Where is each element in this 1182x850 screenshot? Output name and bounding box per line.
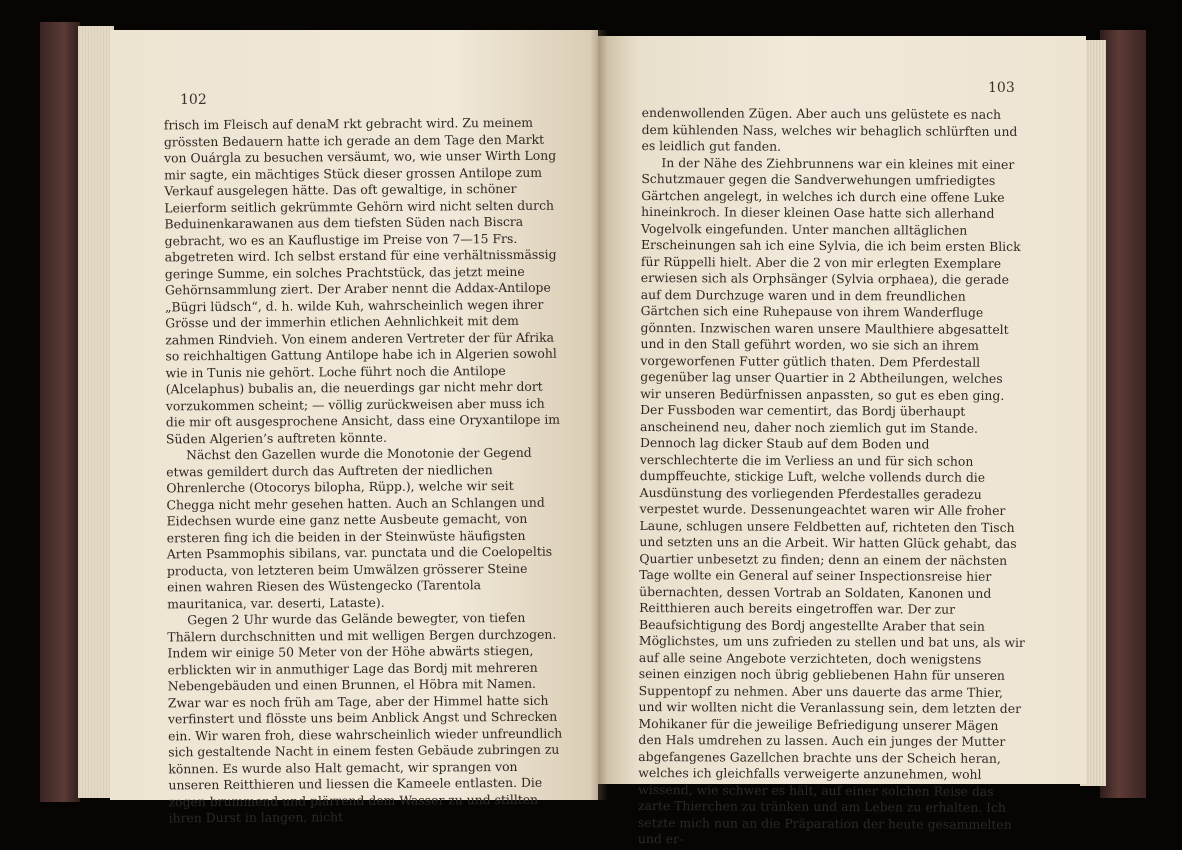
paragraph: endenwollenden Zügen. Aber auch uns gelüstete es nach dem kühlenden Nass, welches wir behaglich schlürften und es leidlich gut fanden. [641, 104, 1018, 154]
paragraph: frisch im Fleisch auf denaM rkt gebracht wird. Zu meinem grössten Bedauern hatte ich gerade an dem Tage den Markt von Ouárgla zu besuchen versäumt, wo, wie unser Wirth Long mir sagte, ein mächtiges Stück dieser grossen Antilope zum Verkauf ausgelegen hätte. Das oft gewaltige, in schöner Leierform seitlich gekrümmte Gehörn wird nicht selten durch Beduinenkarawanen aus dem tiefsten Süden nach Biscra gebracht, wo es an Kauflustige im Preise von 7—15 Frs. abgetreten wird. Ich selbst erstand für eine verhältnissmässig geringe Summe, ein solches Prachtstück, das jetzt meine Gehörnsammlung ziert. Der Araber nennt die Addax-Antilope „Bügri lüdsch“, d. h. wilde Kuh, wahrscheinlich wegen ihrer Grösse und der immerhin etlichen Aehnlichkeit mit dem zahmen Rindvieh. Von einem anderen Vertreter der für Afrika so reichhaltigen Gattung Antilope habe ich in Algerien sowohl wie in Tunis nie gehört. Loche führt noch die Antilope (Alcelaphus) bubalis an, die neuerdings gar nicht mehr dort vorzukommen scheint; — völlig zurückweisen aber muss ich die mir oft ausgesprochene Ansicht, dass eine Oryxantilope im Süden Algerien’s auftreten könnte. [163, 114, 561, 446]
left-page-number: 102 [180, 92, 207, 108]
paragraph: In der Nähe des Ziehbrunnens war ein kleines mit einer Schutzmauer gegen die Sandverwehungen umfriedigtes Gärtchen angelegt, in welches ich durch eine offene Luke hineinkroch. In dieser kleinen Oase hatte sich allerhand Vogelvolk eingefunden. Unter manchen alltäglichen Erscheinungen sah ich eine Sylvia, die ich beim ersten Blick für Rüppelli hielt. Aber die 2 von mir erlegten Exemplare erwiesen sich als Orphsänger (Sylvia orphaea), die gerade auf dem Durchzuge waren und in dem freundlichen Gärtchen sich eine Ruhepause von ihrem Wanderfluge gönnten. Inzwischen waren unsere Maulthiere abgesattelt und in den Stall geführt worden, wo sie sich an ihrem vorgeworfenen Futter gütlich thaten. Dem Pferdestall gegenüber lag unser Quartier in 2 Abtheilungen, welches wir unseren Bedürfnissen anpassten, so gut es eben ging. Der Fussboden war cementirt, das Bordj überhaupt anscheinend neu, daher noch ziemlich gut im Stande. Dennoch lag dicker Staub auf dem Boden und verschlechterte die im Verliess an und für sich schon dumpffeuchte, stickige Luft, welche vollends durch die Ausdünstung des vorliegenden Pferdestalles geradezu verpestet wurde. Dessenungeachtet waren wir Alle froher Laune, schlugen unsere Feldbetten auf, richteten den Tisch und setzten uns an die Arbeit. Wir hatten Glück gehabt, das Quartier unbesetzt zu finden; denn an einem der nächsten Tage wollte ein General auf seiner Inspectionsreise hier übernachten, dessen Vortrab an Soldaten, Kanonen und Reitthieren auch bereits eingetroffen war. Der zur Beaufsichtigung des Bordj angestellte Araber that sein Möglichstes, um uns zufrieden zu stellen und bat uns, als wir auf alle seine Angebote verzichteten, doch wenigstens seinen einzigen noch übrig gebliebenen Hahn für unseren Suppentopf zu nehmen. Aber uns dauerte das arme Thier, und wir wollten nicht die Veranlassung sein, dem letzten der Mohikaner für die jeweilige Befriedigung unserer Mägen den Hals umdrehen zu lassen. Auch ein junges der Mutter abgefangenes Gazellchen brachte uns der Scheich heran, welches ich gleichfalls verweigerte anzunehmen, wohl wissend, wie schwer es hält, auf einer solchen Reise das zarte Thierchen zu tränken und am Leben zu erhalten. Ich setzte mich nun an die Präparation der heute gesammelten und er- [637, 154, 1025, 847]
left-page-text [163, 114, 563, 826]
book-gutter [590, 30, 608, 800]
right-page-text [637, 104, 1027, 847]
paragraph: Nächst den Gazellen wurde die Monotonie der Gegend etwas gemildert durch das Auftreten der niedlichen Ohrenlerche (Otocorys bilopha, Rüpp.), welche wir seit Chegga nicht mehr gesehen hatten. Auch an Schlangen und Eidechsen wurde eine ganz nette Ausbeute gemacht, von ersteren fing ich die beiden in der Steinwüste häufigsten Arten Psammophis sibilans, var. punctata und die Coelopeltis producta, von letzteren beim Umwälzen grösserer Steine einen wahren Riesen des Wüstengecko (Tarentola mauritanica, var. deserti, Lataste). [166, 444, 553, 611]
right-page-number: 103 [988, 80, 1015, 96]
book-cover-left [40, 22, 80, 802]
paragraph: Gegen 2 Uhr wurde das Gelände bewegter, von tiefen Thälern durchschnitten und mit welligen Bergen durchzogen. Indem wir einige 50 Meter von der Höhe abwärts stiegen, erblickten wir in anmuthiger Lage das Bordj mit mehreren Nebengebäuden und einen Brunnen, el Höbra mit Namen. Zwar war es noch früh am Tage, aber der Himmel hatte sich verfinstert und flösste uns beim Anblick Angst und Schrecken ein. Wir waren froh, diese wahrscheinlich wieder unfreundlich sich gestaltende Nacht in einem festen Gebäude zubringen zu können. Es wurde also Halt gemacht, wir sprangen von unseren Reitthieren und liessen die Kameele entlasten. Die zogen brummend und plärrend dem Wasser zu und stillten ihren Durst in langen, nicht [167, 609, 563, 826]
book-cover-right [1100, 30, 1146, 798]
page-edges-left [78, 26, 114, 798]
